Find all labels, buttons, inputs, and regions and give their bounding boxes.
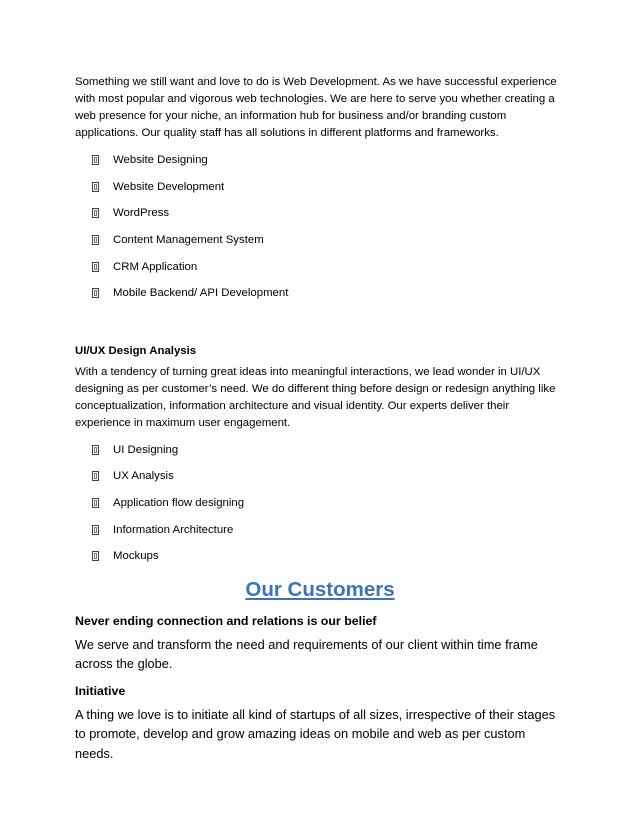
list-item-label: Website Designing	[113, 154, 208, 167]
customers-title: Our Customers	[245, 577, 395, 601]
belief-heading: Never ending connection and relations is our belief	[75, 613, 377, 628]
belief-text: We serve and transform the need and requirements of our client within time frame across the globe.	[75, 636, 538, 672]
bullet-icon	[92, 551, 99, 561]
list-item-label: UX Analysis	[113, 470, 174, 483]
bullet-icon	[92, 525, 99, 535]
list-item	[75, 543, 565, 570]
list-item	[75, 516, 565, 543]
initiative-heading: Initiative	[75, 683, 126, 698]
bullet-icon	[92, 155, 99, 165]
uiux-list	[75, 437, 565, 570]
initiative-text: A thing we love is to initiate all kind of startups of all sizes, irrespective of their stages to promote, develop and grow amazing ideas on mobile and web as per custom needs.	[75, 706, 556, 761]
uiux-intro: With a tendency of turning great ideas into meaningful interactions, we lead wonder in UI/UX designing as per customer’s need. We do different thing before design or redesign anything like conceptualization, information architecture and visual identity. Our experts deliver their experience in maximum user engagement.	[75, 365, 556, 429]
list-item	[75, 463, 565, 490]
list-item-label: Mockups	[113, 550, 159, 563]
list-item-label: WordPress	[113, 207, 170, 220]
list-item-label: UI Designing	[113, 443, 179, 456]
list-item	[75, 437, 565, 464]
list-item	[75, 227, 565, 254]
document-page	[75, 74, 565, 763]
list-item-label: Mobile Backend/ API Development	[113, 287, 289, 300]
bullet-icon	[92, 208, 99, 218]
list-item	[75, 280, 565, 307]
bullet-icon	[92, 471, 99, 481]
list-item	[75, 490, 565, 517]
bullet-icon	[92, 262, 99, 272]
bullet-icon	[92, 498, 99, 508]
list-item-label: Application flow designing	[113, 497, 245, 510]
uiux-heading: UI/UX Design Analysis	[75, 344, 197, 357]
web-development-list	[75, 147, 565, 307]
list-item-label: Content Management System	[113, 234, 264, 247]
bullet-icon	[92, 235, 99, 245]
list-item-label: CRM Application	[113, 260, 198, 273]
list-item-label: Information Architecture	[113, 523, 234, 536]
web-development-intro: Something we still want and love to do is Web Development. As we have successful experience with most popular and vigorous web technologies. We are here to serve you whether creating a web presence for your niche, an information hub for business and/or branding custom applications. Our quality staff has all solutions in different platforms and frameworks.	[75, 76, 557, 139]
list-item	[75, 174, 565, 201]
list-item	[75, 147, 565, 174]
bullet-icon	[92, 445, 99, 455]
bullet-icon	[92, 182, 99, 192]
list-item	[75, 253, 565, 280]
list-item-label: Website Development	[113, 180, 225, 193]
bullet-icon	[92, 288, 99, 298]
list-item	[75, 200, 565, 227]
